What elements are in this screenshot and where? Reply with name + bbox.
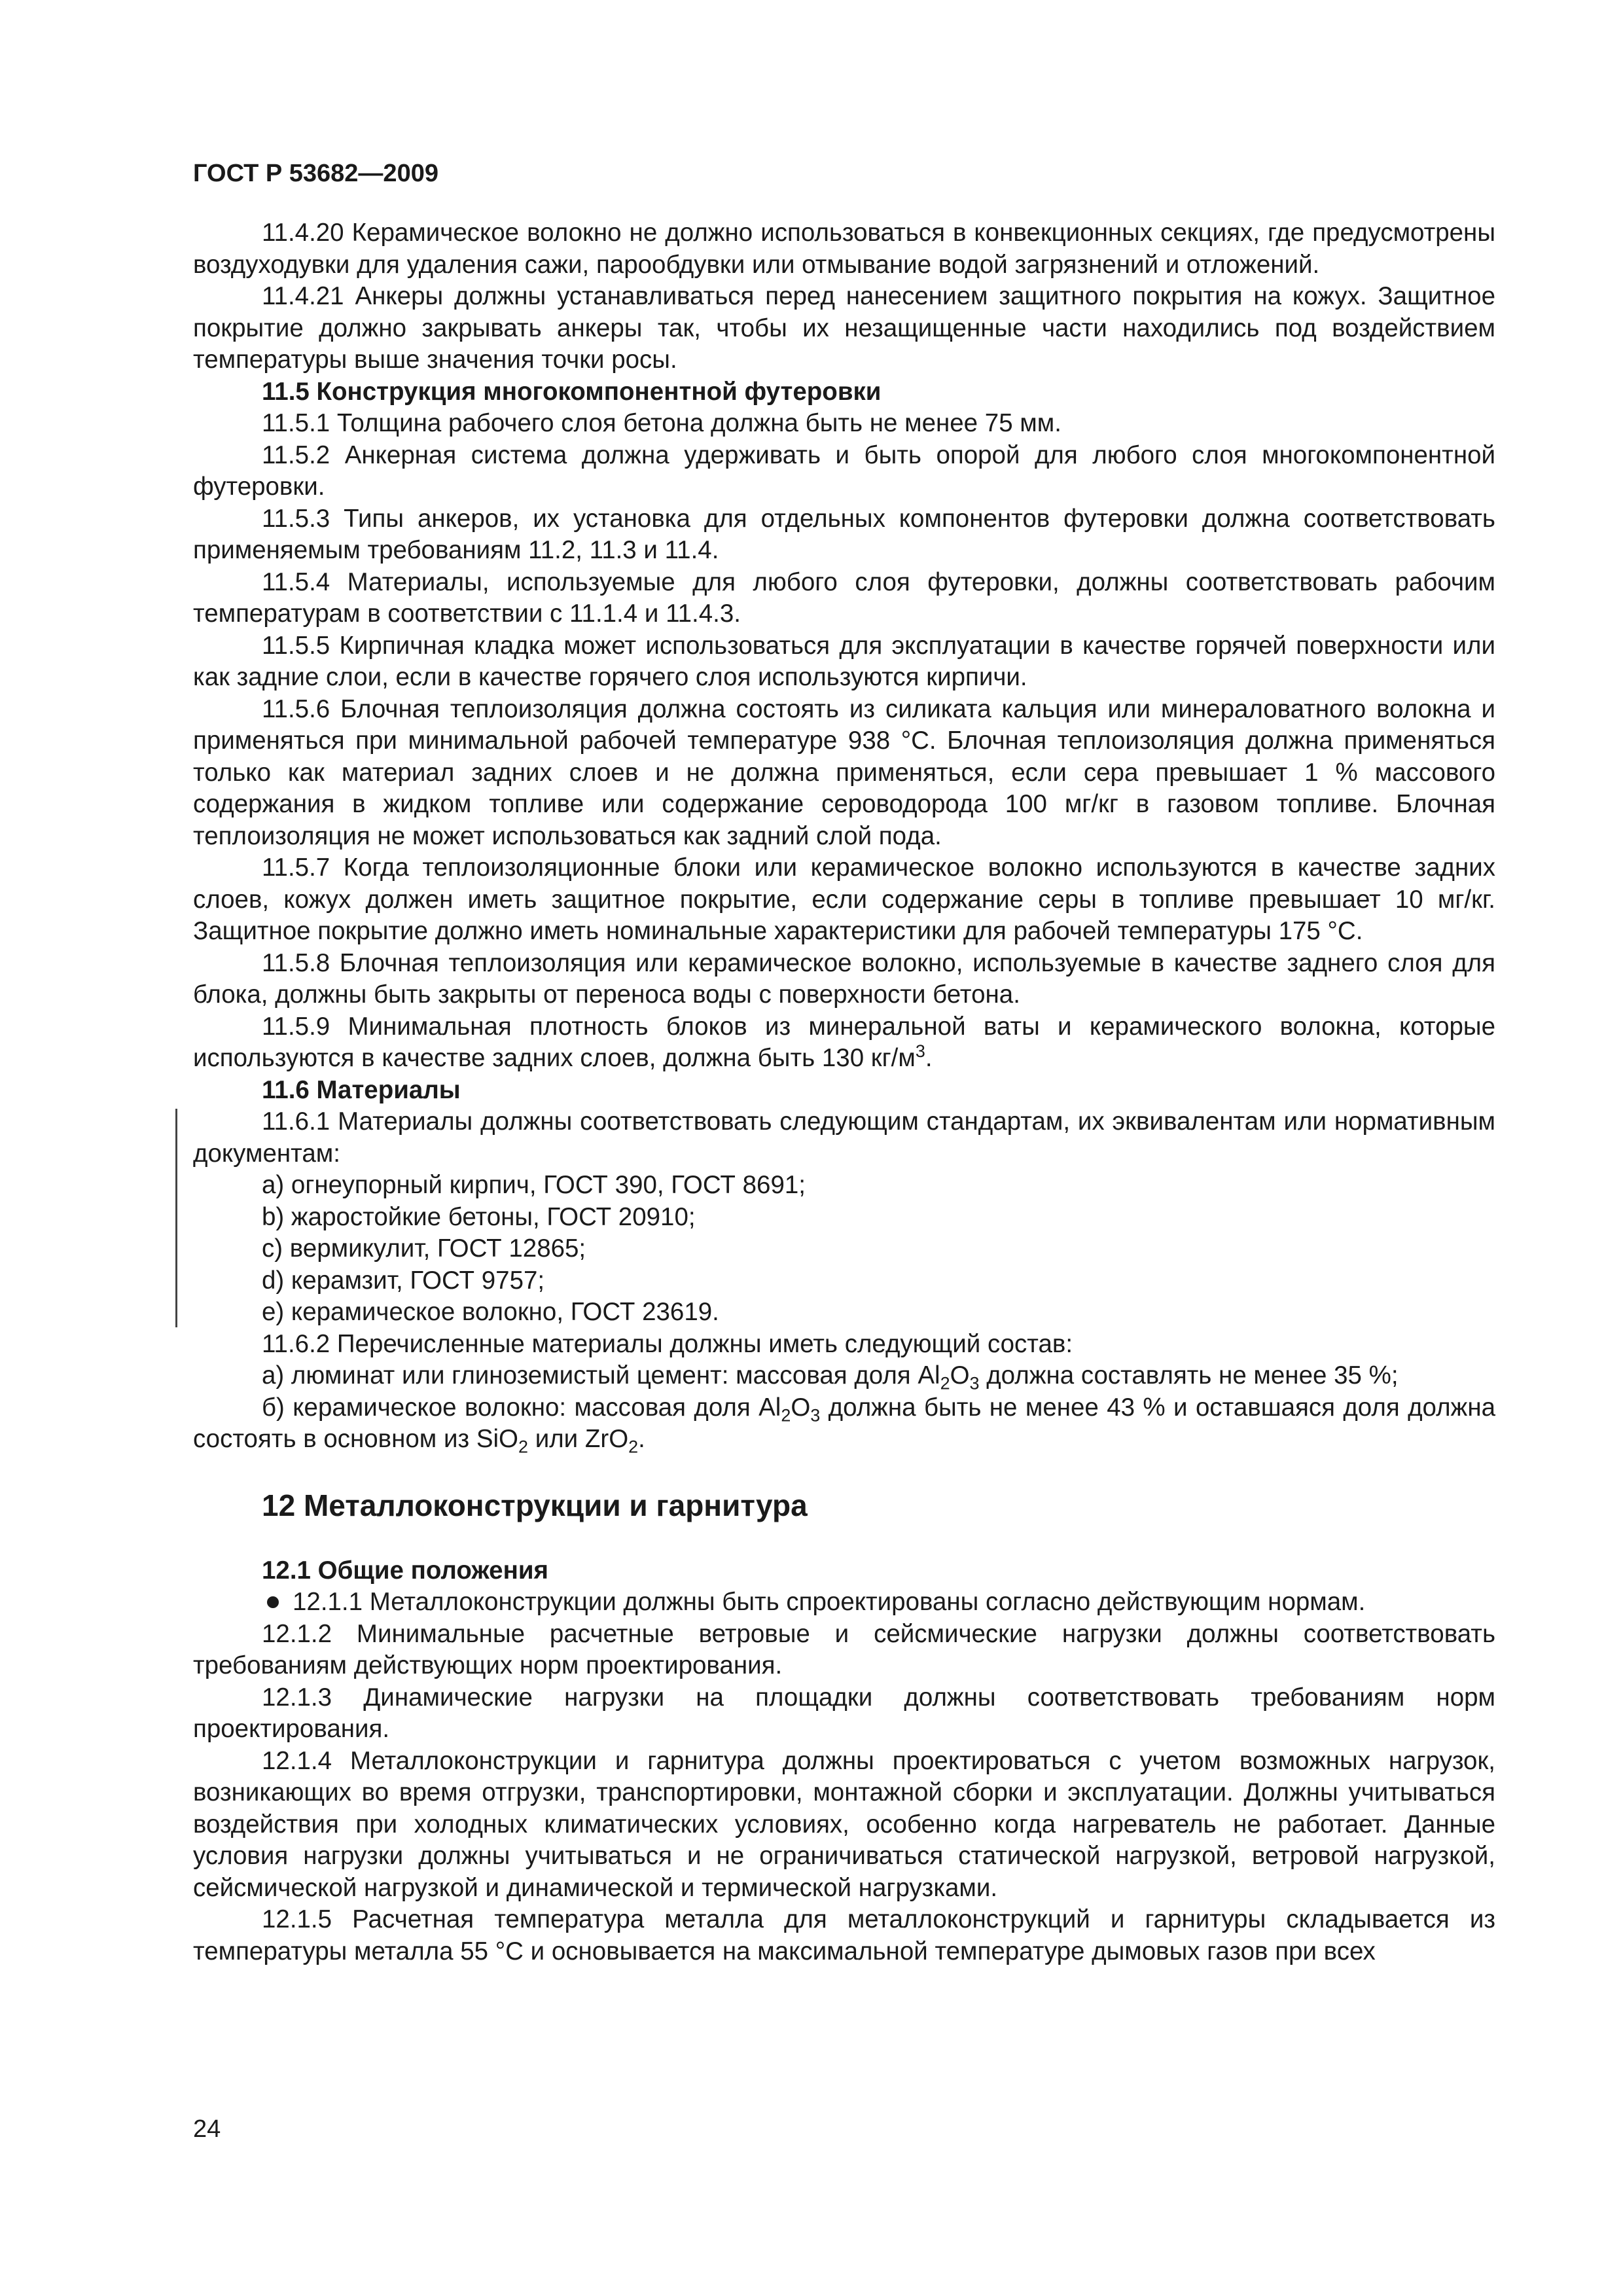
paragraph-11-5-7: 11.5.7 Когда теплоизоляционные блоки или керамическое волокно используются в качестве задних слоев, кожух должен иметь защитное покрытие, если содержание серы в топливе превышает 10 мг/кг. Защитное покрытие должно иметь номинальные характеристики для рабочей температуры 175 °С. <box>193 853 1495 945</box>
oxygen-symbol: O <box>791 1393 811 1422</box>
paragraph-12-1-4: 12.1.4 Металлоконструкции и гарнитура должны проектироваться с учетом возможных нагрузок, возникающих во время отгрузки, транспортировки, монтажной сборки и эксплуатации. Должны учитываться воздействия при холодных климатических условиях, особенно когда нагреватель не работает. Данные условия нагрузки должны учитываться и не ограничиваться статической нагрузкой, ветровой нагрузкой, сейсмической нагрузкой и динамической и термической нагрузками. <box>193 1746 1495 1902</box>
heading-11-6: 11.6 Материалы <box>262 1075 461 1104</box>
paragraph-11-5-9 <box>193 1011 1495 1075</box>
paragraph-11-5-2: 11.5.2 Анкерная система должна удерживать и быть опорой для любого слоя многокомпонентной футеровки. <box>193 440 1495 501</box>
list-item: b) жаростойкие бетоны, ГОСТ 20910; <box>262 1202 696 1231</box>
subscript: 2 <box>518 1437 528 1457</box>
item-b-or: или ZrO <box>528 1425 629 1453</box>
paragraph-11-5-6: 11.5.6 Блочная теплоизоляция должна состоять из силиката кальция или минераловатного волокна и применяться при минимальной рабочей температуре 938 °С. Блочная теплоизоляция должна применяться только как материал задних слоев и не должна применяться, если сера превышает 1 % массового содержания в жидком топливе или содержание сероводорода 100 мг/кг в газовом топливе. Блочная теплоизоляция не может использоваться как задний слой пода. <box>193 694 1495 850</box>
subscript: 3 <box>810 1405 821 1426</box>
superscript-3: 3 <box>915 1041 925 1062</box>
section-12-title: 12 Металлоконструкции и гарнитура <box>262 1488 808 1522</box>
subscript: 2 <box>781 1405 791 1426</box>
oxygen-symbol: O <box>950 1361 970 1390</box>
item-a-text: а) люминат или глиноземистый цемент: массовая доля Al <box>262 1361 940 1390</box>
page-number: 24 <box>193 2115 221 2143</box>
list-item: d) керамзит, ГОСТ 9757; <box>262 1266 545 1295</box>
paragraph-11-5-1: 11.5.1 Толщина рабочего слоя бетона должна быть не менее 75 мм. <box>262 409 1061 437</box>
paragraph-11-4-20: 11.4.20 Керамическое волокно не должно использоваться в конвекционных секциях, где предусмотрены воздуходувки для удаления сажи, парообдувки или отмывание водой загрязнений и отложений. <box>193 219 1495 279</box>
paragraph-11-6-2: 11.6.2 Перечисленные материалы должны иметь следующий состав: <box>262 1329 1073 1358</box>
paragraph-11-5-9-text: 11.5.9 Минимальная плотность блоков из минеральной ваты и керамического волокна, которые используются в качестве задних слоев, должна быть 130 кг/м <box>193 1012 1495 1072</box>
paragraph-12-1-1-text: 12.1.1 Металлоконструкции должны быть спроектированы согласно действующим нормам. <box>293 1588 1366 1616</box>
list-item: c) вермикулит, ГОСТ 12865; <box>262 1234 586 1263</box>
subscript: 2 <box>940 1373 950 1393</box>
paragraph-12-1-1 <box>193 1587 1495 1619</box>
list-item: a) огнеупорный кирпич, ГОСТ 390, ГОСТ 8691; <box>262 1171 806 1199</box>
paragraph-12-1-5: 12.1.5 Расчетная температура металла для металлоконструкций и гарнитуры складывается из температуры металла 55 °С и основывается на максимальной температуре дымовых газов при всех <box>193 1905 1495 1965</box>
item-a-tail: должна составлять не менее 35 %; <box>979 1361 1399 1390</box>
list-item: e) керамическое волокно, ГОСТ 23619. <box>262 1298 719 1326</box>
paragraph-11-6-2-b <box>193 1392 1495 1456</box>
period: . <box>925 1044 933 1072</box>
item-b-end: . <box>638 1425 645 1453</box>
paragraph-11-4-21: 11.4.21 Анкеры должны устанавливаться перед нанесением защитного покрытия на кожух. Защитное покрытие должно закрывать анкеры так, чтобы их незащищенные части находились под воздействием температуры выше значения точки росы. <box>193 282 1495 374</box>
paragraph-11-5-5: 11.5.5 Кирпичная кладка может использоваться для эксплуатации в качестве горячей поверхности или как задние слои, если в качестве горячего слоя используются кирпичи. <box>193 631 1495 691</box>
bullet-icon <box>267 1596 279 1608</box>
revision-marked-block <box>193 1106 1495 1329</box>
paragraph-11-6-1: 11.6.1 Материалы должны соответствовать следующим стандартам, их эквивалентам или нормативным документам: <box>193 1107 1495 1168</box>
item-b-text: б) керамическое волокно: массовая доля Al <box>262 1393 781 1422</box>
paragraph-12-1-2: 12.1.2 Минимальные расчетные ветровые и сейсмические нагрузки должны соответствовать требованиям действующих норм проектирования. <box>193 1619 1495 1679</box>
heading-12-1: 12.1 Общие положения <box>262 1556 548 1585</box>
paragraph-11-5-8: 11.5.8 Блочная теплоизоляция или керамическое волокно, используемые в качестве заднего слоя для блока, должны быть закрыты от переноса воды с поверхности бетона. <box>193 948 1495 1009</box>
change-bar <box>175 1109 177 1327</box>
heading-11-5: 11.5 Конструкция многокомпонентной футеровки <box>262 377 882 406</box>
subscript: 3 <box>969 1373 980 1393</box>
item-b-mid: должна быть не менее 43 % и оставшаяся доля должна состоять в основном из SiO <box>193 1393 1495 1453</box>
paragraph-11-5-3: 11.5.3 Типы анкеров, их установка для отдельных компонентов футеровки должна соответствовать применяемым требованиям 11.2, 11.3 и 11.4. <box>193 504 1495 564</box>
document-body <box>193 217 1495 1967</box>
document-code-header: ГОСТ Р 53682—2009 <box>193 160 438 187</box>
paragraph-12-1-3: 12.1.3 Динамические нагрузки на площадки должны соответствовать требованиям норм проектирования. <box>193 1683 1495 1743</box>
subscript: 2 <box>628 1437 639 1457</box>
document-page <box>193 157 1495 1967</box>
paragraph-11-5-4: 11.5.4 Материалы, используемые для любого слоя футеровки, должны соответствовать рабочим температурам в соответствии с 11.1.4 и 11.4.3. <box>193 567 1495 628</box>
paragraph-11-6-2-a <box>193 1360 1495 1392</box>
